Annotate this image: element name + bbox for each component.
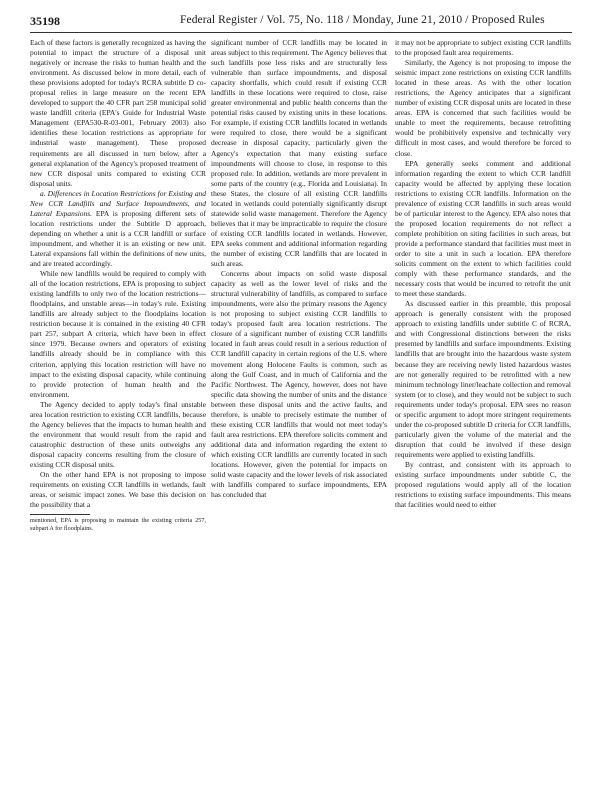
column-2 (211, 38, 387, 500)
page-header (30, 12, 572, 32)
column-1-paragraph-3: While new landfills would be required to comply with all of the location restrictions, EPA is proposing to subject existing landfills to only two of the location restrictions—floodplains, and unstable areas—in today's rule. Existing landfills are already subject to the floodplains location restriction because it is contained in the existing 40 CFR part 257, subpart A criteria, which have been in effect since 1979. Because owners and operators of existing landfills already should be in compliance with this criterion, applying this location restriction will have no impact to the existing disposal capacity, while continuing to provide protection of human health and the environment. (30, 269, 206, 399)
page-number: 35198 (30, 14, 60, 28)
footnote: mentioned, EPA is proposing to maintain the existing criteria 257, subpart A for floodplains. (30, 517, 206, 533)
column-3-paragraph-2: Similarly, the Agency is not proposing to impose the seismic impact zone restrictions on existing CCR landfills located in these areas. As with the other location restrictions, the Agency anticipates that a significant number of existing CCR disposal units are located in these areas. EPA is concerned that such facilities would be unable to meet the requirements, because retrofitting would be prohibitively expensive and technically very difficult in most cases, and would therefore be forced to close. (395, 58, 571, 158)
section-heading-location-differences: a. Differences in Location Restrictions for Existing and New CCR Landfills and Surface Impoundments, and Lateral Expansions. (30, 188, 206, 218)
column-3-paragraph-5: By contrast, and consistent with its approach to existing surface impoundments under subtitle C, the proposed regulations would apply all of the location restrictions to existing surface impoundments. This means that facilities would need to either (395, 459, 571, 510)
column-1-paragraph-4: The Agency decided to apply today's final unstable area location restriction to existing CCR landfills, because the Agency believes that the impacts to human health and the environment that would result from the rapid and catastrophic destruction of these units outweighs any disposal capacity concerns resulting from the closure of existing CCR disposal units. (30, 399, 206, 469)
column-3 (395, 38, 571, 510)
column-3-paragraph-3: EPA generally seeks comment and additional information regarding the extent to which CCR landfill capacity would be affected by applying these location restrictions to existing CCR landfills. Information on the prevalence of existing CCR landfills in such areas would be of particular interest to the Agency. EPA also notes that the proposed location requirements do not reflect a complete prohibition on siting facilities in such areas, but provide a performance standard that facilities must meet in order to site a unit in such a location. EPA therefore solicits comment on the extent to which facilities could comply with these performance standards, and the necessary costs that would be incurred to retrofit the unit to meet these standards. (395, 158, 571, 299)
column-1-paragraph-1: Each of these factors is generally recognized as having the potential to impact the structure of a disposal unit negatively or increase the risks to human health and the environment. As discussed below in more detail, each of these provisions adopted for today's RCRA subtitle D co-proposal relies in large measure on the recent EPA developed to support the 40 CFR part 258 municipal solid waste landfill criteria (EPA's Guide for Industrial Waste Management (EPA530-R-03-001, February 2003) also identifies these location restrictions as appropriate for industrial waste management). These proposed requirements are all discussed in turn below, after a general explanation of the Agency's proposed treatment of new CCR disposal units compared to existing CCR disposal units. (30, 38, 206, 188)
column-1-paragraph-2 (30, 189, 206, 269)
column-3-paragraph-1: it may not be appropriate to subject existing CCR landfills to the proposed fault area requirements. (395, 38, 571, 58)
footnote-rule (30, 514, 90, 515)
column-2-paragraph-2: Concerns about impacts on solid waste disposal capacity as well as the lower level of risks and the structural vulnerability of landfills, as compared to surface impoundments, were also the primary reasons the Agency is not proposing to subject existing CCR landfills to today's proposed fault area location restrictions. The closure of a significant number of existing CCR landfills located in fault areas could result in a serious reduction of CCR landfill capacity in certain regions of the U.S. where movement along Holocene Faults is common, such as along the Gulf Coast, and in much of California and the Pacific Northwest. The Agency, however, does not have specific data showing the number of units and the distance between these disposal units and the active faults, and therefore, is unable to precisely estimate the number of these existing CCR landfills that would not meet today's fault area restrictions. EPA therefore solicits comment and additional data and information regarding the extent to which existing CCR landfills are currently located in such locations. However, given the potential for impacts on solid waste capacity and the lower levels of risk associated with landfills compared to surface impoundments, EPA has concluded that (211, 269, 387, 500)
header-rule (30, 32, 572, 33)
column-2-paragraph-1: significant number of CCR landfills may be located in areas subject to this requirement. The Agency believes that such landfills pose less risks and are structurally less vulnerable than surface impoundments, and disposal capacity shortfalls, which could result if existing CCR landfills in these locations were required to close, raise greater environmental and public health concerns than the potential risks caused by existing units in these locations. For example, if existing CCR landfills located in wetlands were required to close, there would be a significant decrease in disposal capacity, particularly given the Agency's expectation that many existing surface impoundments will choose to close, in response to this proposed rule. In addition, wetlands are more prevalent in some parts of the country (e.g., Florida and Louisiana). In these States, the closure of all existing CCR landfills located in wetlands could potentially significantly disrupt statewide solid waste management. Therefore the Agency believes that it may be impracticable to require the closure of existing CCR landfills located in wetlands. However, EPA seeks comment and additional information regarding the number of existing CCR landfills that are located in such areas. (211, 38, 387, 269)
column-1-paragraph-5: On the other hand EPA is not proposing to impose requirements on existing CCR landfills in wetlands, fault areas, or seismic impact zones. We base this decision on the possibility that a (30, 470, 206, 510)
column-1 (30, 38, 206, 533)
column-3-paragraph-4: As discussed earlier in this preamble, this proposal approach is generally consistent with the proposed approach to existing landfills under subtitle C of RCRA, and with Congressional distinctions between the risks presented by landfills and surface impoundments. Existing landfills that are brought into the hazardous waste system because they are receiving newly listed hazardous wastes are not generally required to be retrofitted with a new minimum technology liner/leachate collection and removal system (or to close), and they would not be subject to such requirements under today's proposal. EPA sees no reason or specific argument to adopt more stringent requirements under the co-proposed subtitle D criteria for CCR landfills, particularly given the volume of the material and the disruption that could be involved if these design requirements were applied to existing landfills. (395, 299, 571, 459)
column-1-paragraph-2-text: EPA is proposing different sets of location restrictions under the Subtitle D approach, depending on whether a unit is a CCR landfill or surface impoundment, and whether it is an existing or new unit. Lateral expansions fall within the definitions of new units, and are treated accordingly. (30, 208, 206, 269)
running-head: Federal Register / Vol. 75, No. 118 / Monday, June 21, 2010 / Proposed Rules (180, 14, 545, 26)
